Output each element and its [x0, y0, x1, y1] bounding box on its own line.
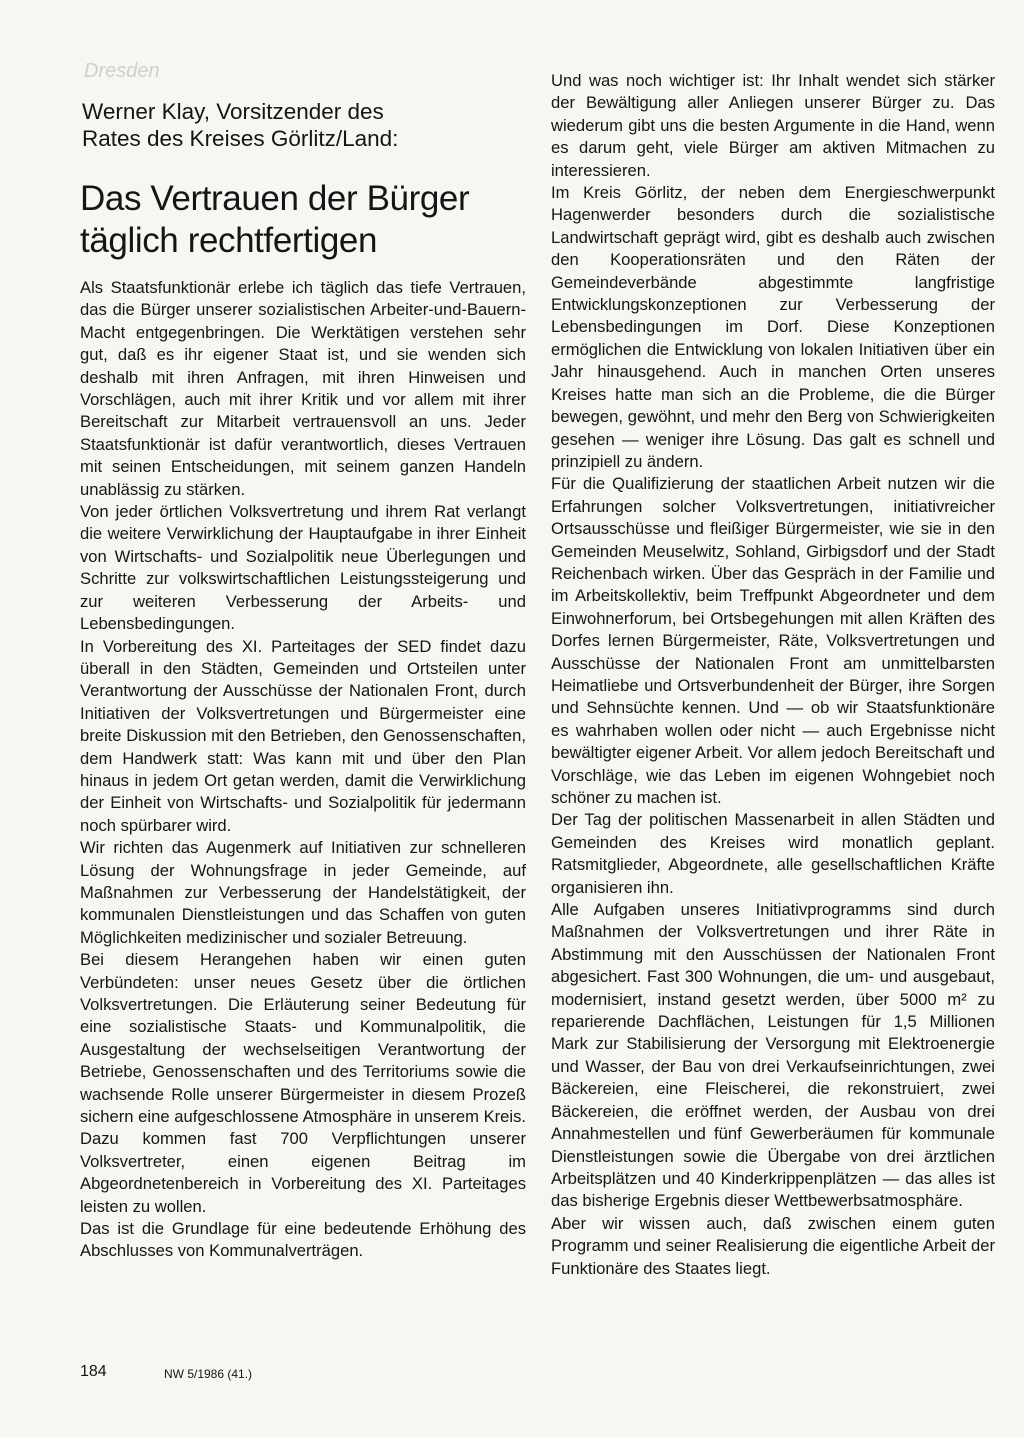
- paragraph: Und was noch wichtiger ist: Ihr Inhalt wendet sich stärker der Bewältigung aller Anliegen unserer Bürger zu. Das wiederum gibt uns die besten Argumente in die Hand, wenn es darum geht, viele Bürger am aktiven Mitmachen zu interessieren.: [551, 71, 995, 180]
- paragraph: In Vorbereitung des XI. Parteitages der SED findet dazu überall in den Städten, Gemeinden und Ortsteilen unter Verantwortung der Ausschüsse der Nationalen Front, durch Initiativen der Volksvertretungen und Bürgermeister eine breite Diskussion mit den Betrieben, den Genossenschaften, dem Handwerk statt: Was kann mit und über den Plan hinaus in jedem Ort getan werden, damit die Verwirklichung der Einheit von Wirtschafts- und Sozialpolitik für jedermann noch spürbarer wird.: [80, 636, 526, 835]
- paragraph: Der Tag der politischen Massenarbeit in allen Städten und Gemeinden des Kreises wird monatlich geplant. Ratsmitglieder, Abgeordnete, alle gesellschaftlichen Kräfte organisieren ihn.: [551, 810, 995, 897]
- page-number: 184: [80, 1363, 107, 1380]
- paragraph: Aber wir wissen auch, daß zwischen einem guten Programm und seiner Realisierung die eigentliche Arbeit der Funktionäre des Staates liegt.: [551, 1213, 995, 1278]
- author-line-2: Rates des Kreises Görlitz/Land:: [82, 126, 399, 151]
- paragraph: Bei diesem Herangehen haben wir einen guten Verbündeten: unser neues Gesetz über die örtlichen Volksvertretungen. Die Erläuterung seiner Bedeutung für eine sozialistische Staats- und Kommunalpolitik, die Ausgestaltung der wechselseitigen Verantwortung der Betriebe, Genossenschaften und des Territoriums sowie die wachsende Rolle unserer Bürgermeister in diesem Prozeß sichern eine aufgeschlossene Atmosphäre in unserem Kreis. Dazu kommen fast 700 Verpflichtungen unserer Volksvertreter, einen eigenen Beitrag im Abgeordnetenbereich in Vorbereitung des XI. Parteitages leisten zu wollen.: [80, 950, 526, 1216]
- paragraph: Wir richten das Augenmerk auf Initiativen zur schnelleren Lösung der Wohnungsfrage in jeder Gemeinde, auf Maßnahmen zur Verbesserung der Handelstätigkeit, der kommunalen Dienstleistungen und das Schaffen von guten Möglichkeiten medizinischer und sozialer Betreuung.: [80, 838, 526, 947]
- paragraph: Alle Aufgaben unseres Initiativprogramms sind durch Maßnahmen der Volksvertretungen und ihrer Räte in Abstimmung mit den Ausschüssen der Nationalen Front abgesichert. Fast 300 Wohnungen, die um- und ausgebaut, modernisiert, instand gesetzt werden, über 5000 m² zu reparierende Dachflächen, Leistungen für 1,5 Millionen Mark zur Stabilisierung der Versorgung mit Elektroenergie und Wasser, der Bau von drei Verkaufseinrichtungen, zwei Bäckereien, eine Fleischerei, die rekonstruiert, zwei Bäckereien, die eröffnet werden, der Ausbau von drei Annahmestellen und fünf Gewerberäumen für kommunale Dienstleistungen sowie die Übergabe von drei ärztlichen Arbeitsplätzen und 40 Kinderkrippenplätzen — das alles ist das bisherige Ergebnis dieser Wettbewerbsatmosphäre.: [551, 900, 995, 1211]
- paragraph: Als Staatsfunktionär erlebe ich täglich das tiefe Vertrauen, das die Bürger unserer sozialistischen Arbeiter-und-Bauern-Macht entgegenbringen. Die Werktätigen verstehen sehr gut, daß es ihr eigener Staat ist, und sie wenden sich deshalb mit ihren Anfragen, mit ihren Hinweisen und Vorschlägen, auch mit ihrer Kritik und vor allem mit ihrer Bereitschaft zur Mitarbeit vertrauensvoll an uns. Jeder Staatsfunktionär ist dafür verantwortlich, dieses Vertrauen mit seinen Entscheidungen, mit seinem ganzen Handeln unablässig zu stärken.: [80, 278, 526, 499]
- paragraph: Im Kreis Görlitz, der neben dem Energieschwerpunkt Hagenwerder besonders durch die sozialistische Landwirtschaft geprägt wird, gibt es deshalb auch zwischen den Kooperationsräten und den Räten der Gemeindeverbände abgestimmte langfristige Entwicklungskonzeptionen zur Verbesserung der Lebensbedingungen im Dorf. Diese Konzeptionen ermöglichen die Entwicklung von lokalen Initiativen über ein Jahr hinausgehend. Auch in manchen Orten unseres Kreises hatte man sich an die Probleme, die die Bürger bewegen, gewöhnt, und mehr den Berg von Schwierigkeiten gesehen — weniger ihre Lösung. Das galt es schnell und prinzipiell zu ändern.: [551, 183, 995, 471]
- title-line-2: täglich rechtfertigen: [80, 221, 378, 260]
- paragraph: Von jeder örtlichen Volksvertretung und ihrem Rat verlangt die weitere Verwirklichung der Hauptaufgabe in ihrer Einheit von Wirtschafts- und Sozialpolitik neue Überlegungen und Schritte zur volkswirtschaftlichen Leistungssteigerung und zur weiteren Verbesserung der Arbeits- und Lebensbedingungen.: [80, 502, 526, 634]
- faded-stamp: Dresden: [84, 60, 160, 82]
- article-title: [80, 178, 530, 262]
- paragraph: Das ist die Grundlage für eine bedeutende Erhöhung des Abschlusses von Kommunalverträgen.: [80, 1219, 526, 1261]
- right-column: [551, 70, 995, 1280]
- paragraph: Für die Qualifizierung der staatlichen Arbeit nutzen wir die Erfahrungen solcher Volksvertretungen, initiativreicher Ortsausschüsse und fleißiger Bürgermeister, wie sie in den Gemeinden Meuselwitz, Sohland, Girbigsdorf und der Stadt Reichenbach wirken. Über das Gespräch in der Familie und im Arbeitskollektiv, beim Treffpunkt Abgeordneter und dem Einwohnerforum, bei Ortsbegehungen mit allen Kräften des Dorfes lernen Bürgermeister, Räte, Volksvertretungen und Ausschüsse der Nationalen Front am unmittelbarsten Heimatliebe und Ortsverbundenheit der Bürger, ihre Sorgen und Sehnsüchte kennen. Und — ob wir Staatsfunktionäre es wahrhaben wollen oder nicht — auch Ergebnisse nicht bewältigter eigener Arbeit. Vor allem jedoch Bereitschaft und Vorschläge, wie das Leben im eigenen Wohngebiet noch schöner zu machen ist.: [551, 474, 995, 807]
- title-line-1: Das Vertrauen der Bürger: [80, 179, 470, 218]
- author-line-1: Werner Klay, Vorsitzender des: [82, 99, 384, 124]
- issue-reference: NW 5/1986 (41.): [164, 1367, 253, 1381]
- left-column: [80, 277, 526, 1263]
- author-line: [82, 98, 522, 152]
